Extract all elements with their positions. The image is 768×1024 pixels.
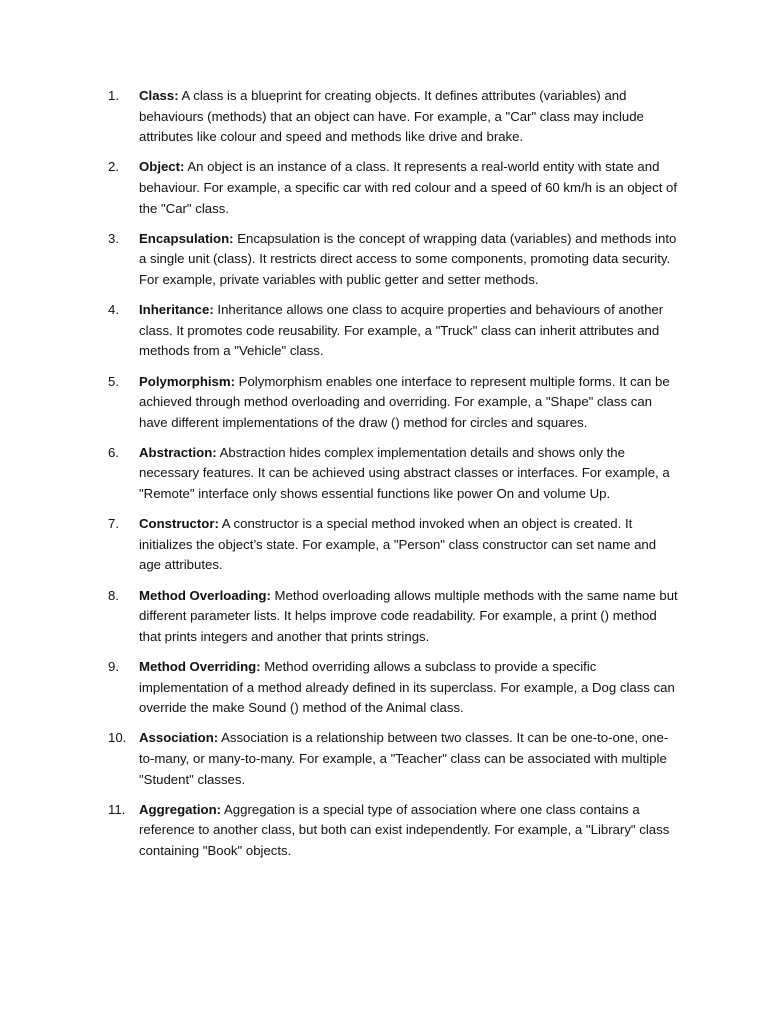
item-term: Polymorphism: bbox=[139, 373, 235, 389]
item-text: An object is an instance of a class. It represents a real-world entity with state and behaviour. For example, a specific car with red colour and a speed of 60 km/h is an object of the "Car" class. bbox=[139, 159, 678, 216]
list-item bbox=[108, 157, 680, 219]
item-content bbox=[139, 443, 680, 505]
item-term: Method Overriding: bbox=[139, 659, 261, 674]
list-item bbox=[108, 443, 680, 505]
item-text: Encapsulation is the concept of wrapping data (variables) and methods into a single unit (class). It restricts direct access to some components, promoting data security. For example, private variables with public getter and setter methods. bbox=[139, 230, 677, 287]
item-number: 9. bbox=[108, 659, 119, 674]
item-text: Association is a relationship between two classes. It can be one-to-one, one-to-many, or many-to-many. For example, a "Teacher" class can be associated with multiple "Student" classes. bbox=[139, 730, 669, 787]
concept-list bbox=[108, 86, 680, 871]
item-content bbox=[139, 728, 680, 790]
item-number: 5. bbox=[108, 373, 119, 389]
item-content bbox=[139, 800, 680, 862]
item-content bbox=[139, 300, 680, 362]
item-number: 8. bbox=[108, 587, 119, 603]
list-item bbox=[108, 300, 680, 362]
item-term: Encapsulation: bbox=[139, 230, 234, 246]
item-content bbox=[139, 86, 680, 148]
item-term: Association: bbox=[139, 730, 219, 746]
item-term: Abstraction: bbox=[139, 444, 217, 460]
item-text: Method overloading allows multiple methods with the same name but different parameter lists. It helps improve code readability. For example, a print () method that prints integers and another that prints strings. bbox=[139, 587, 678, 644]
item-content bbox=[139, 514, 680, 576]
item-term: Object: bbox=[139, 159, 185, 175]
item-term: Method Overloading: bbox=[139, 587, 271, 603]
item-number: 10. bbox=[108, 730, 127, 746]
item-number: 7. bbox=[108, 516, 119, 532]
item-term: Aggregation: bbox=[139, 801, 222, 817]
item-content bbox=[139, 372, 680, 434]
item-text: Abstraction hides complex implementation details and shows only the necessary features. It can be achieved using abstract classes or interfaces. For example, a "Remote" interface only shows essential functions like power On and volume Up. bbox=[139, 444, 670, 502]
item-number: 2. bbox=[108, 159, 119, 175]
item-text: Method overriding allows a subclass to provide a specific implementation of a method already defined in its superclass. For example, a Dog class can override the make Sound () method of the Animal class. bbox=[139, 659, 675, 716]
item-text: Aggregation is a special type of association where one class contains a reference to another class, but both can exist independently. For example, a "Library" class containing "Book" objects. bbox=[139, 801, 670, 858]
list-item bbox=[108, 229, 680, 291]
list-item bbox=[108, 657, 680, 719]
item-number: 1. bbox=[108, 88, 119, 103]
item-number: 3. bbox=[108, 230, 119, 246]
list-item bbox=[108, 372, 680, 434]
item-term: Class: bbox=[139, 88, 179, 103]
item-content bbox=[139, 229, 680, 291]
item-number: 4. bbox=[108, 302, 119, 318]
item-content bbox=[139, 586, 680, 648]
item-content bbox=[139, 157, 680, 219]
item-text: Polymorphism enables one interface to represent multiple forms. It can be achieved through method overloading and overriding. For example, a "Shape" class can have different implementations of the draw () method for circles and squares. bbox=[139, 373, 670, 430]
list-item bbox=[108, 86, 680, 148]
item-term: Inheritance: bbox=[139, 302, 214, 318]
item-number: 6. bbox=[108, 444, 119, 460]
item-number: 11. bbox=[108, 801, 126, 817]
list-item bbox=[108, 800, 680, 862]
item-content bbox=[139, 657, 680, 719]
list-item bbox=[108, 728, 680, 790]
list-item bbox=[108, 586, 680, 648]
list-item bbox=[108, 514, 680, 576]
item-term: Constructor: bbox=[139, 516, 219, 532]
item-text: Inheritance allows one class to acquire properties and behaviours of another class. It promotes code reusability. For example, a "Truck" class can inherit attributes and methods from a "Vehicle" class. bbox=[139, 302, 664, 359]
item-text: A constructor is a special method invoked when an object is created. It initializes the object’s state. For example, a "Person" class constructor can set name and age attributes. bbox=[139, 516, 657, 573]
item-text: A class is a blueprint for creating objects. It defines attributes (variables) and behaviours (methods) that an object can have. For example, a "Car" class may include attributes like colour and speed and methods like drive and brake. bbox=[139, 88, 644, 145]
